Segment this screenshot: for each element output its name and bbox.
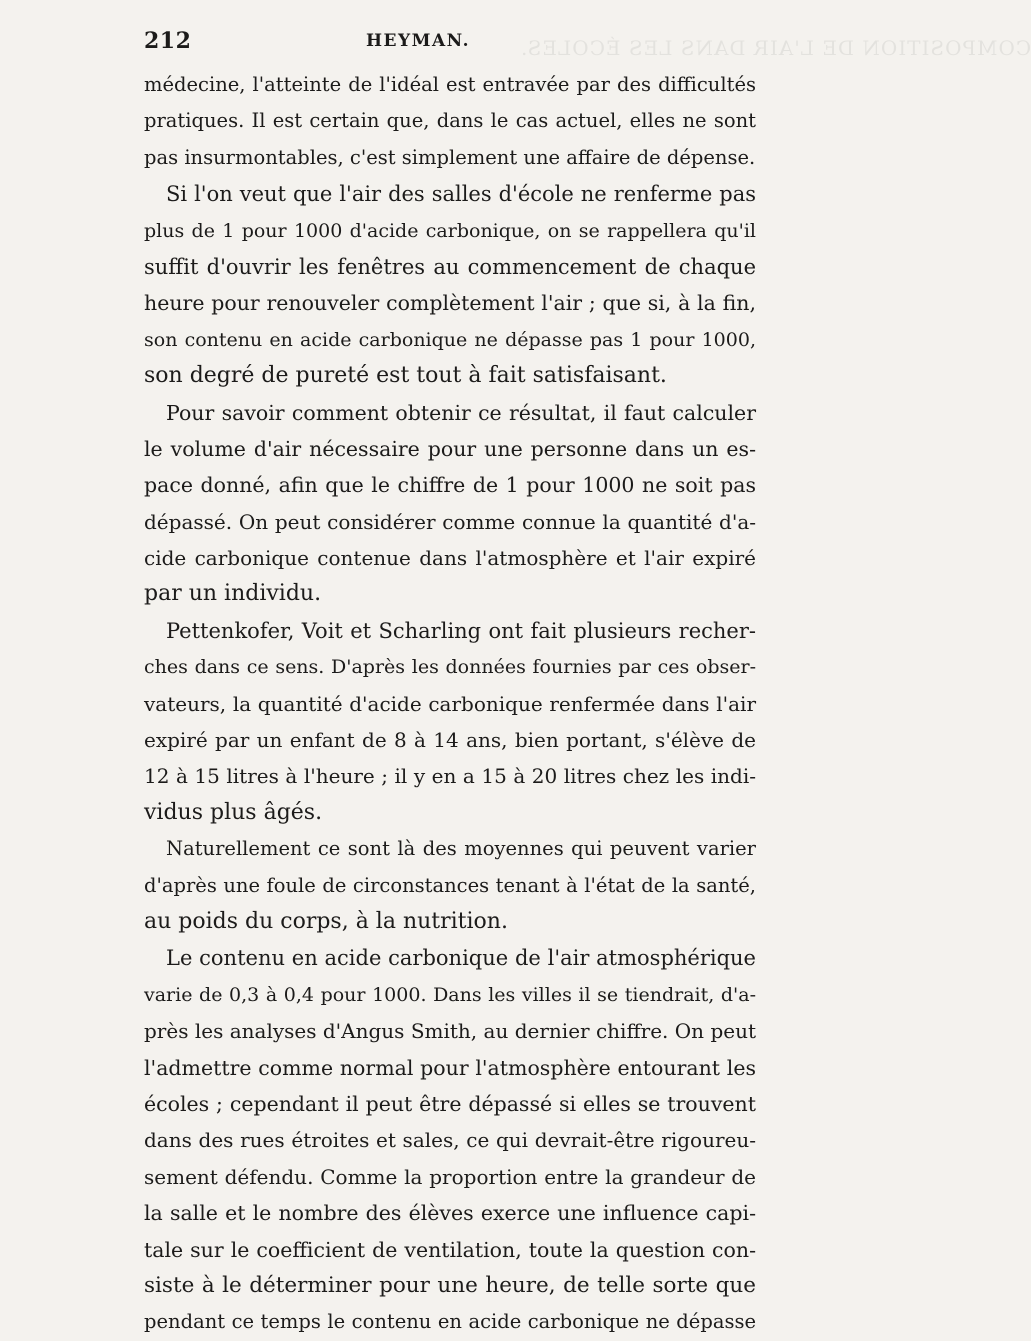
text-line: pratiques. Il est certain que, dans le cas actuel, elles ne sont — [144, 109, 756, 133]
text-line: son degré de pureté est tout à fait satisfaisant. — [144, 363, 667, 389]
text-line: l'admettre comme normal pour l'atmosphère entourant les — [144, 1055, 756, 1080]
text-line: sement défendu. Comme la proportion entre la grandeur de — [144, 1164, 756, 1189]
text-line: son contenu en acide carbonique ne dépasse pas 1 pour 1000, — [144, 328, 756, 351]
text-line: Si l'on veut que l'air des salles d'école ne renferme pas — [166, 182, 756, 207]
running-head: HEYMAN. — [366, 31, 471, 51]
page-number: 212 — [144, 28, 192, 54]
text-line: Naturellement ce sont là des moyennes qui peuvent varier — [166, 837, 756, 861]
text-line: cide carbonique contenue dans l'atmosphère et l'air expiré — [144, 546, 756, 571]
text-line: le volume d'air nécessaire pour une personne dans un es- — [144, 436, 756, 461]
text-line: au poids du corps, à la nutrition. — [144, 908, 508, 934]
text-line: tale sur le coefficient de ventilation, toute la question con- — [144, 1237, 756, 1262]
text-line: pace donné, afin que le chiffre de 1 pour 1000 ne soit pas — [144, 473, 756, 498]
text-line: par un individu. — [144, 581, 322, 607]
text-line: Pettenkofer, Voit et Scharling ont fait plusieurs recher- — [166, 618, 756, 643]
text-line: près les analyses d'Angus Smith, au dernier chiffre. On peut — [144, 1019, 756, 1044]
body-text — [144, 67, 756, 1341]
text-line: dépassé. On peut considérer comme connue la quantité d'a- — [144, 509, 756, 534]
text-line: dans des rues étroites et sales, ce qui devrait-être rigoureu- — [144, 1128, 756, 1153]
text-line: pas insurmontables, c'est simplement une affaire de dépense. — [144, 145, 756, 169]
text-line: suffit d'ouvrir les fenêtres au commencement de chaque — [144, 254, 756, 279]
text-line: d'après une foule de circonstances tenant à l'état de la santé, — [144, 873, 756, 897]
text-line: varie de 0,3 à 0,4 pour 1000. Dans les villes il se tiendrait, d'a- — [144, 983, 756, 1006]
text-line: Le contenu en acide carbonique de l'air atmosphérique — [166, 946, 756, 971]
bleed-through-text: COMPOSITION DE L'AIR DANS LES ÉCOLES. — [520, 36, 1031, 60]
text-line: médecine, l'atteinte de l'idéal est entravée par des difficultés — [144, 73, 756, 96]
text-line: la salle et le nombre des élèves exerce une influence capi- — [144, 1201, 756, 1226]
text-line: pendant ce temps le contenu en acide carbonique ne dépasse — [144, 1310, 756, 1334]
text-line: vateurs, la quantité d'acide carbonique renfermée dans l'air — [144, 691, 756, 716]
text-line: 12 à 15 litres à l'heure ; il y en a 15 à 20 litres chez les indi- — [144, 764, 756, 789]
text-line: plus de 1 pour 1000 d'acide carbonique, on se rappellera qu'il — [144, 219, 756, 242]
text-line: vidus plus âgés. — [144, 799, 323, 825]
text-line: siste à le déterminer pour une heure, de telle sorte que — [144, 1272, 756, 1298]
text-line: expiré par un enfant de 8 à 14 ans, bien portant, s'élève de — [144, 728, 756, 753]
page-header — [144, 28, 756, 60]
text-line: écoles ; cependant il peut être dépassé si elles se trouvent — [144, 1091, 756, 1116]
text-line: ches dans ce sens. D'après les données fournies par ces obser- — [144, 656, 756, 679]
text-line: heure pour renouveler complètement l'air ; que si, à la fin, — [144, 291, 756, 316]
text-line: Pour savoir comment obtenir ce résultat, il faut calculer — [166, 400, 756, 425]
